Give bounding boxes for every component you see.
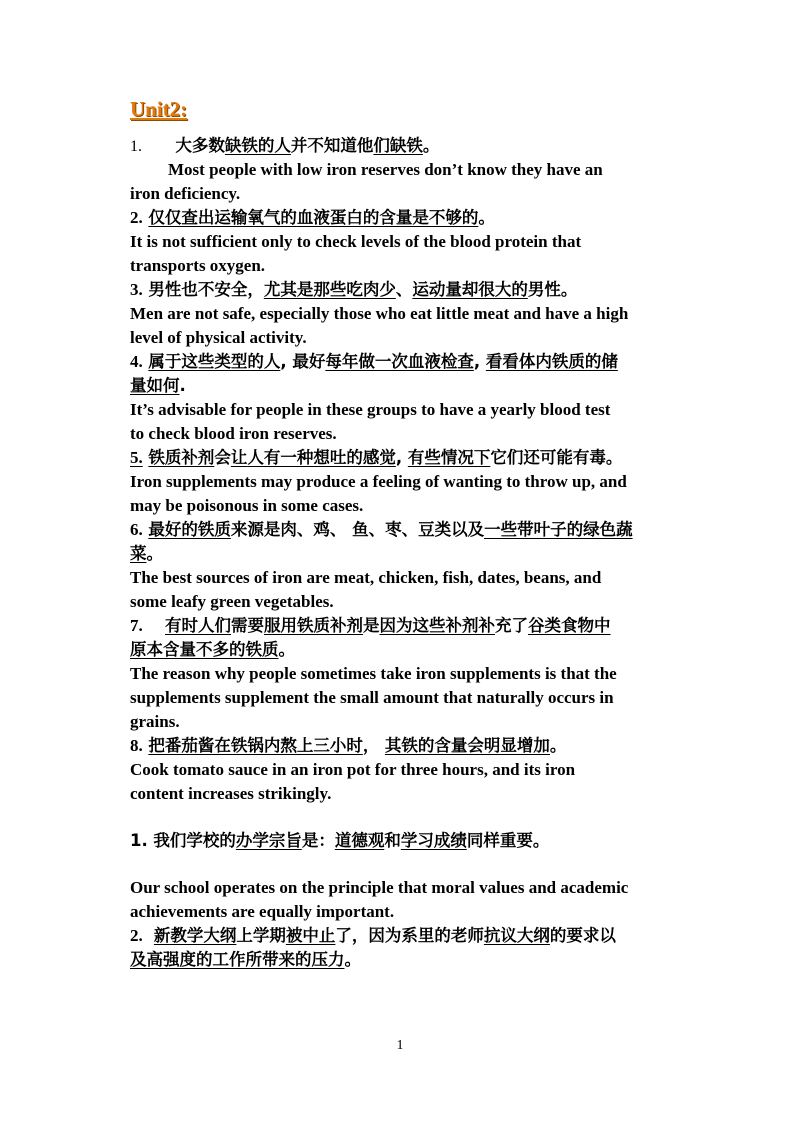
item-number: 1.: [130, 138, 142, 155]
item-3-en-line-2: level of physical activity.: [130, 328, 307, 347]
item-7-en-line-1: The reason why people sometimes take iron supplements is that the: [130, 664, 617, 683]
item-2-en-line-1: It is not sufficient only to check levels of the blood protein that: [130, 232, 582, 251]
item-8-en-line-1: Cook tomato sauce in an iron pot for three hours, and its iron: [130, 760, 576, 779]
item-4-zh-line-2: 量如何.: [130, 376, 186, 395]
item-1-en-line-2: iron deficiency.: [130, 184, 241, 203]
item-5-en-line-2: may be poisonous in some cases.: [130, 496, 364, 515]
section2-item-1-en-line-2: achievements are equally important.: [130, 902, 395, 921]
item-6-zh-line-2: 菜。: [130, 544, 163, 563]
item-6-zh-line-1: 6. 最好的铁质来源是肉、鸡、 鱼、枣、豆类以及一些带叶子的绿色蔬: [130, 520, 633, 539]
item-8-zh: 8. 把番茄酱在铁锅内熬上三小时， 其铁的含量会明显增加。: [130, 736, 567, 755]
item-4-zh-line-1: 4. 属于这些类型的人, 最好每年做一次血液检查, 看看体内铁质的储: [130, 352, 618, 371]
section2-item-1-zh: 1. 我们学校的办学宗旨是：道德观和学习成绩同样重要。: [130, 831, 550, 850]
item-6-en-line-1: The best sources of iron are meat, chicken, fish, dates, beans, and: [130, 568, 602, 587]
section2-item-1-en-line-1: Our school operates on the principle that moral values and academic: [130, 878, 629, 897]
item-7-en-line-2: supplements supplement the small amount that naturally occurs in: [130, 688, 614, 707]
item-8-en-line-2: content increases strikingly.: [130, 784, 332, 803]
item-5-zh: 5. 铁质补剂会让人有一种想吐的感觉, 有些情况下它们还可能有毒。: [130, 448, 623, 467]
item-4-en-line-1: It’s advisable for people in these groups to have a yearly blood test: [130, 400, 611, 419]
section2-item-2-zh-line-2: 及高强度的工作所带来的压力。: [130, 950, 361, 969]
item-1-zh: 1. 大多数缺铁的人并不知道他们缺铁。: [130, 136, 440, 155]
item-7-en-line-3: grains.: [130, 712, 180, 731]
unit-title: Unit2:: [130, 97, 188, 121]
item-5-en-line-1: Iron supplements may produce a feeling of wanting to throw up, and: [130, 472, 627, 491]
item-3-zh: 3. 男性也不安全，尤其是那些吃肉少、运动量却很大的男性。: [130, 280, 578, 299]
item-2-en-line-2: transports oxygen.: [130, 256, 266, 275]
item-7-zh-line-1: 7. 有时人们需要服用铁质补剂是因为这些补剂补充了谷类食物中: [130, 616, 611, 635]
item-7-zh-line-2: 原本含量不多的铁质。: [130, 640, 295, 659]
section2-item-2-zh-line-1: 2. 新教学大纲上学期被中止了，因为系里的老师抗议大纲的要求以: [130, 926, 616, 945]
item-3-en-line-1: Men are not safe, especially those who eat little meat and have a high: [130, 304, 629, 323]
page-number: 1: [396, 1038, 404, 1053]
item-6-en-line-2: some leafy green vegetables.: [130, 592, 334, 611]
item-2-zh: 2. 仅仅查出运输氧气的血液蛋白的含量是不够的。: [130, 208, 495, 227]
item-4-en-line-2: to check blood iron reserves.: [130, 424, 337, 443]
item-1-en-line-1: Most people with low iron reserves don’t know they have an: [168, 160, 603, 179]
